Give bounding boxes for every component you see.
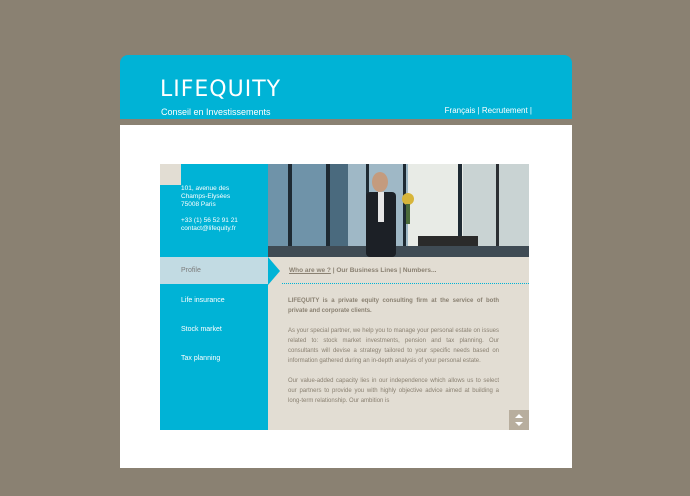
office-photo-image bbox=[268, 164, 529, 257]
nav-profile[interactable]: Profile bbox=[160, 257, 268, 284]
paragraph-3: Our value-added capacity lies in our independence which allows us to select our partners to provide you with highly objective advice aimed at building a long-term relationship. Our ambition is bbox=[288, 378, 499, 404]
paragraph-2: As your special partner, we help you to manage your personal estate on issues related to: stock market investments, pension and tax planning. Our consultants will devise a strategy tailored to your specific needs based on information gathered during an in-depth analysis of your personal estate. bbox=[288, 328, 499, 364]
lead-paragraph: LIFEQUITY is a private equity consulting firm at the service of both private and corporate clients. bbox=[288, 298, 499, 314]
header-bar bbox=[120, 55, 572, 119]
sub-navigation bbox=[289, 267, 436, 274]
scroll-down-icon[interactable] bbox=[515, 422, 523, 426]
active-nav-arrow-icon bbox=[268, 257, 280, 285]
address-line-3: 75008 Paris bbox=[181, 201, 216, 208]
submenu-who-are-we[interactable]: Who are we ? bbox=[289, 267, 331, 274]
francais-link[interactable]: Français | bbox=[444, 106, 480, 115]
address-block bbox=[181, 185, 238, 233]
header-links bbox=[445, 106, 532, 115]
tagline: Conseil en Investissements bbox=[161, 107, 271, 117]
dotted-divider bbox=[282, 283, 529, 284]
body-text bbox=[288, 296, 499, 420]
submenu-numbers[interactable]: Numbers... bbox=[402, 267, 437, 274]
scroll-control[interactable] bbox=[509, 410, 529, 430]
recrutement-link[interactable]: Recrutement | bbox=[481, 106, 532, 115]
nav-tax-planning[interactable]: Tax planning bbox=[181, 355, 221, 362]
address-line-1: 101, avenue des bbox=[181, 185, 230, 192]
corner-square bbox=[160, 164, 181, 185]
address-line-2: Champs-Elysées bbox=[181, 193, 231, 200]
email-link[interactable]: contact@lifequity.fr bbox=[181, 225, 236, 232]
header-photo bbox=[268, 164, 529, 257]
logo[interactable]: LIFEQUITY bbox=[160, 77, 282, 102]
nav-life-insurance[interactable]: Life insurance bbox=[181, 297, 225, 304]
phone-number: +33 (1) 56 52 91 21 bbox=[181, 217, 238, 224]
nav-stock-market[interactable]: Stock market bbox=[181, 326, 222, 333]
submenu-business-lines[interactable]: Our Business Lines bbox=[336, 267, 398, 274]
submenu-separator: | bbox=[399, 267, 402, 274]
scroll-up-icon[interactable] bbox=[515, 414, 523, 418]
submenu-separator: | bbox=[332, 267, 335, 274]
